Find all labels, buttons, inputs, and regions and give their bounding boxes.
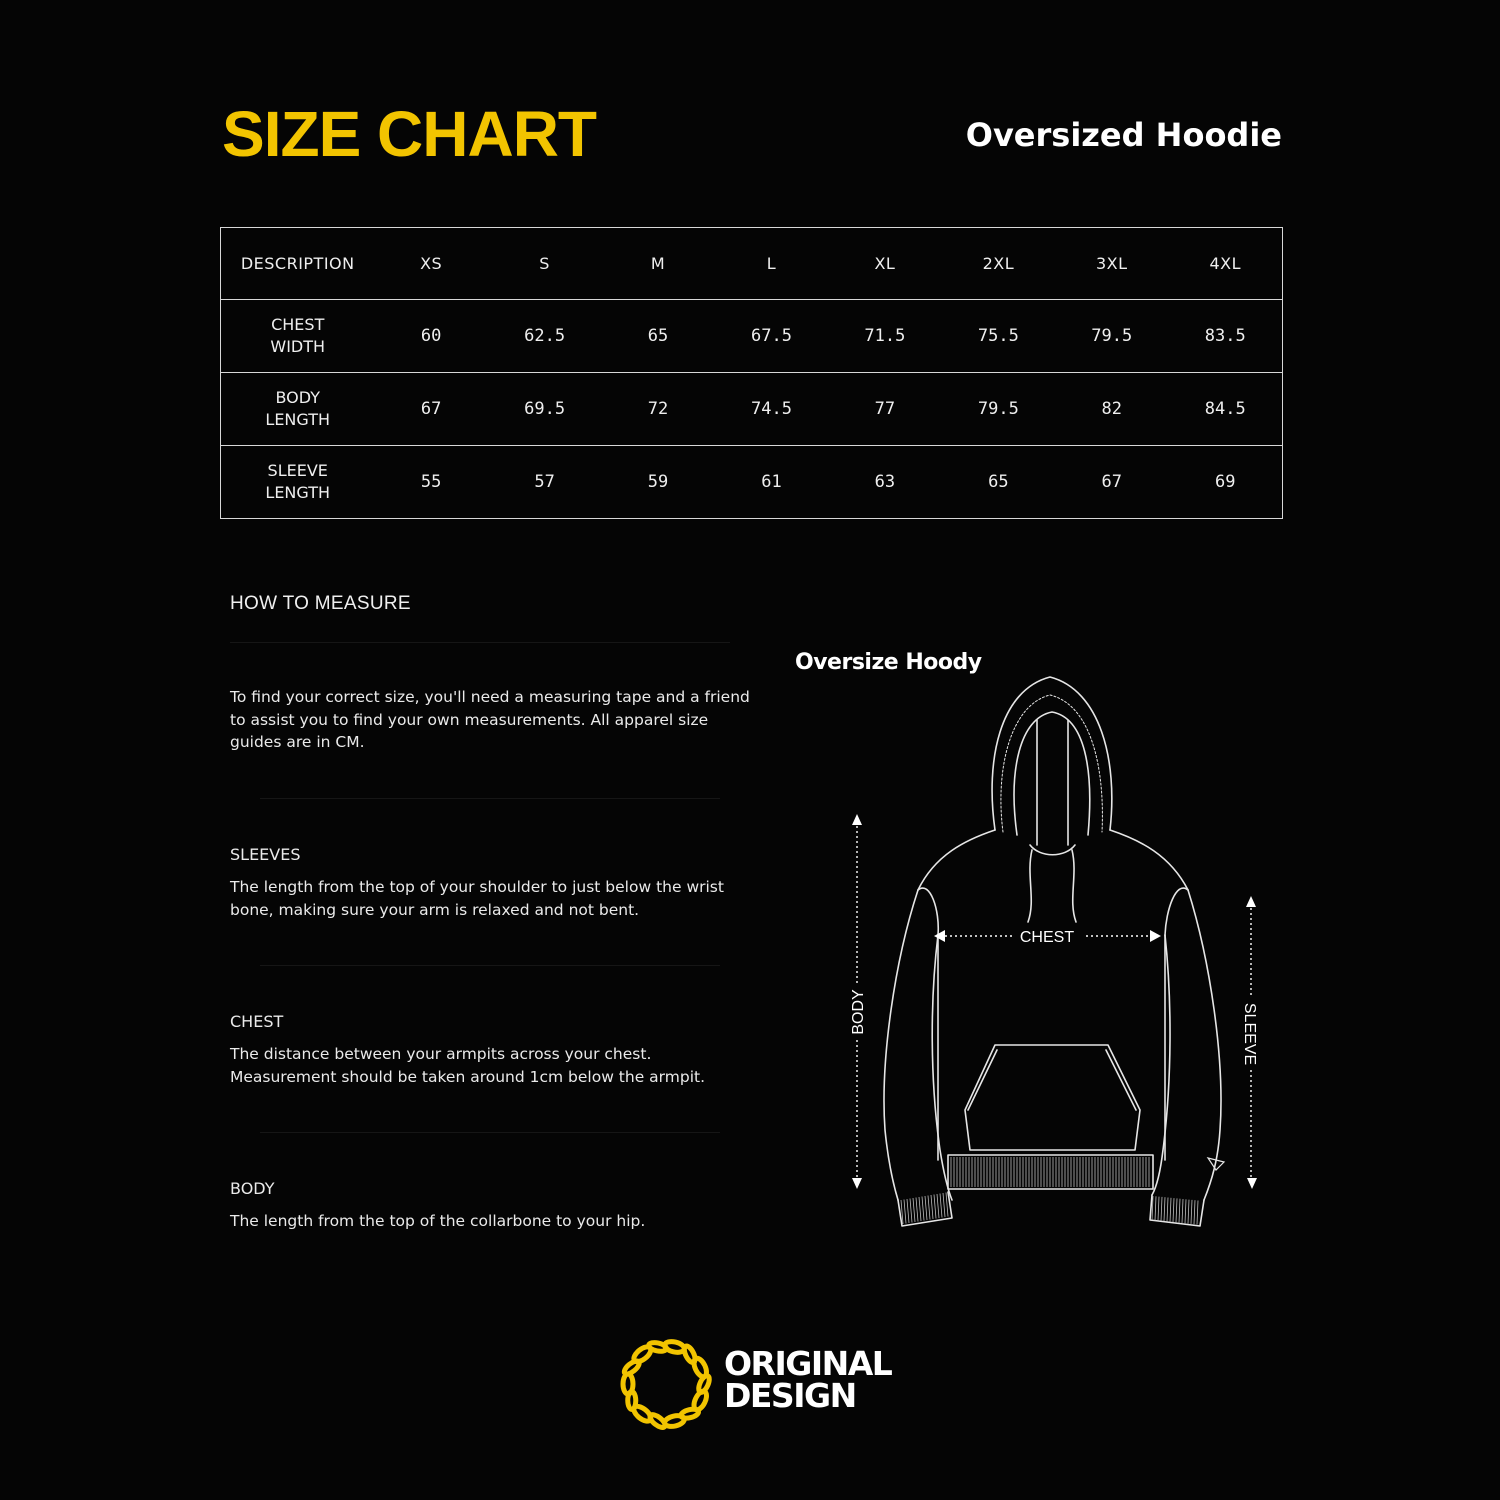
- cuff-rib-line: [1188, 1200, 1189, 1224]
- cuff-rib-line: [1176, 1198, 1177, 1222]
- body-label: BODY: [850, 989, 867, 1035]
- table-cell: 79.5: [977, 399, 1019, 419]
- cuff-rib-line: [1155, 1196, 1156, 1220]
- column-header-size: 3XL: [1096, 253, 1128, 273]
- chain-link: [691, 1356, 709, 1378]
- cuff-rib-line: [931, 1195, 933, 1219]
- table-cell: 57: [534, 472, 555, 492]
- hoodie-diagram: [820, 665, 1290, 1245]
- cuff-rib-line: [928, 1196, 930, 1220]
- table-cell: 83.5: [1204, 326, 1246, 346]
- cuff-rib-line: [919, 1197, 921, 1221]
- table-cell: 67: [420, 399, 442, 419]
- table-cell: 65: [988, 472, 1009, 492]
- table-cell: 82: [1101, 399, 1123, 419]
- brand-logo-text: [724, 1344, 892, 1415]
- product-name: Oversized Hoodie: [965, 116, 1282, 154]
- cuff-rib-line: [910, 1199, 912, 1223]
- sleeves-heading: SLEEVES: [230, 845, 301, 864]
- chest-heading: CHEST: [230, 1012, 284, 1031]
- cuff-rib-line: [1194, 1200, 1195, 1224]
- column-header-size: M: [650, 253, 666, 273]
- cuff-rib-line: [1158, 1197, 1159, 1221]
- chest-text: The distance between your armpits across your chest. Measurement should be taken around 1cm below the armpit.: [230, 1045, 706, 1086]
- column-header-size: 4XL: [1209, 253, 1241, 273]
- table-header-row: [221, 228, 1282, 300]
- cuff-rib-line: [943, 1193, 945, 1217]
- table-cell: 55: [420, 472, 442, 492]
- divider: [260, 965, 720, 966]
- cuff-rib-line: [1164, 1197, 1165, 1221]
- cuff-rib-line: [1170, 1198, 1171, 1222]
- intro-text: To find your correct size, you'll need a measuring tape and a friend to assist you to find your own measurements. All apparel size guides are in CM.: [230, 688, 750, 751]
- sleeve-label: SLEEVE: [1241, 1002, 1258, 1066]
- table-cell: 72: [647, 399, 669, 419]
- diagram-title: Oversize Hoody: [795, 650, 982, 675]
- chain-ring-icon: [614, 1332, 718, 1436]
- row-label: BODY LENGTH: [265, 388, 331, 429]
- brand-logo-line1: ORIGINAL: [724, 1344, 892, 1383]
- table-cell: 75.5: [977, 326, 1019, 346]
- divider: [260, 1132, 720, 1133]
- column-header-size: XS: [420, 253, 443, 273]
- cuff-rib-line: [1182, 1199, 1183, 1223]
- chest-label: CHEST: [1019, 929, 1075, 946]
- column-header-size: XL: [874, 253, 896, 273]
- cuff-rib-line: [1185, 1199, 1186, 1223]
- cuff-rib-line: [1161, 1197, 1162, 1221]
- row-label: CHEST WIDTH: [270, 315, 326, 356]
- cuff-rib-line: [1179, 1199, 1180, 1223]
- cuff-rib-line: [1167, 1198, 1168, 1222]
- table-cell: 74.5: [750, 399, 792, 419]
- table-cell: 67: [1101, 472, 1123, 492]
- column-header-size: 2XL: [982, 253, 1015, 273]
- cuff-rib-line: [946, 1193, 948, 1217]
- body-text: The length from the top of the collarbone to your hip.: [230, 1212, 646, 1230]
- table-cell: 79.5: [1091, 326, 1133, 346]
- row-label: SLEEVE LENGTH: [265, 461, 331, 502]
- table-row-chest-width: [221, 300, 1282, 373]
- cuff-rib-line: [925, 1196, 927, 1220]
- table-row-sleeve-length: [221, 446, 1282, 518]
- column-header-description: DESCRIPTION: [240, 253, 355, 273]
- table-cell: 69: [1214, 472, 1236, 492]
- cuff-rib-line: [904, 1200, 906, 1224]
- table-cell: 67.5: [750, 326, 792, 346]
- brand-tag-icon: [1208, 1158, 1224, 1170]
- table-cell: 71.5: [864, 326, 906, 346]
- table-row-body-length: [221, 373, 1282, 446]
- table-cell: 77: [874, 399, 896, 419]
- cuff-rib-line: [913, 1198, 915, 1222]
- table-cell: 84.5: [1204, 399, 1246, 419]
- size-table: [220, 227, 1283, 519]
- divider: [260, 798, 720, 799]
- divider: [230, 642, 730, 643]
- table-cell: 65: [647, 326, 669, 346]
- table-cell: 63: [874, 472, 896, 492]
- cuff-rib-line: [916, 1198, 918, 1222]
- cuff-rib-line: [1191, 1200, 1192, 1224]
- cuff-rib-line: [1173, 1198, 1174, 1222]
- table-cell: 62.5: [524, 326, 566, 346]
- table-cell: 60: [420, 326, 442, 346]
- table-cell: 61: [761, 472, 782, 492]
- cuff-rib-line: [934, 1195, 936, 1219]
- cuff-rib-line: [1197, 1201, 1198, 1225]
- cuff-rib-line: [922, 1197, 924, 1221]
- sleeves-text: The length from the top of your shoulder to just below the wrist bone, making sure your arm is relaxed and not bent.: [230, 878, 724, 919]
- cuff-rib-line: [907, 1199, 909, 1223]
- column-header-size: L: [766, 253, 777, 273]
- body-heading: BODY: [230, 1179, 275, 1198]
- cuff-rib-line: [940, 1194, 942, 1218]
- cuff-rib-line: [937, 1194, 939, 1218]
- table-cell: 59: [647, 472, 669, 492]
- page-title: SIZE CHART: [222, 98, 596, 170]
- brand-logo-line2: DESIGN: [724, 1376, 856, 1415]
- column-header-size: S: [539, 253, 550, 273]
- how-to-measure-heading: HOW TO MEASURE: [230, 593, 411, 614]
- table-cell: 69.5: [524, 399, 566, 419]
